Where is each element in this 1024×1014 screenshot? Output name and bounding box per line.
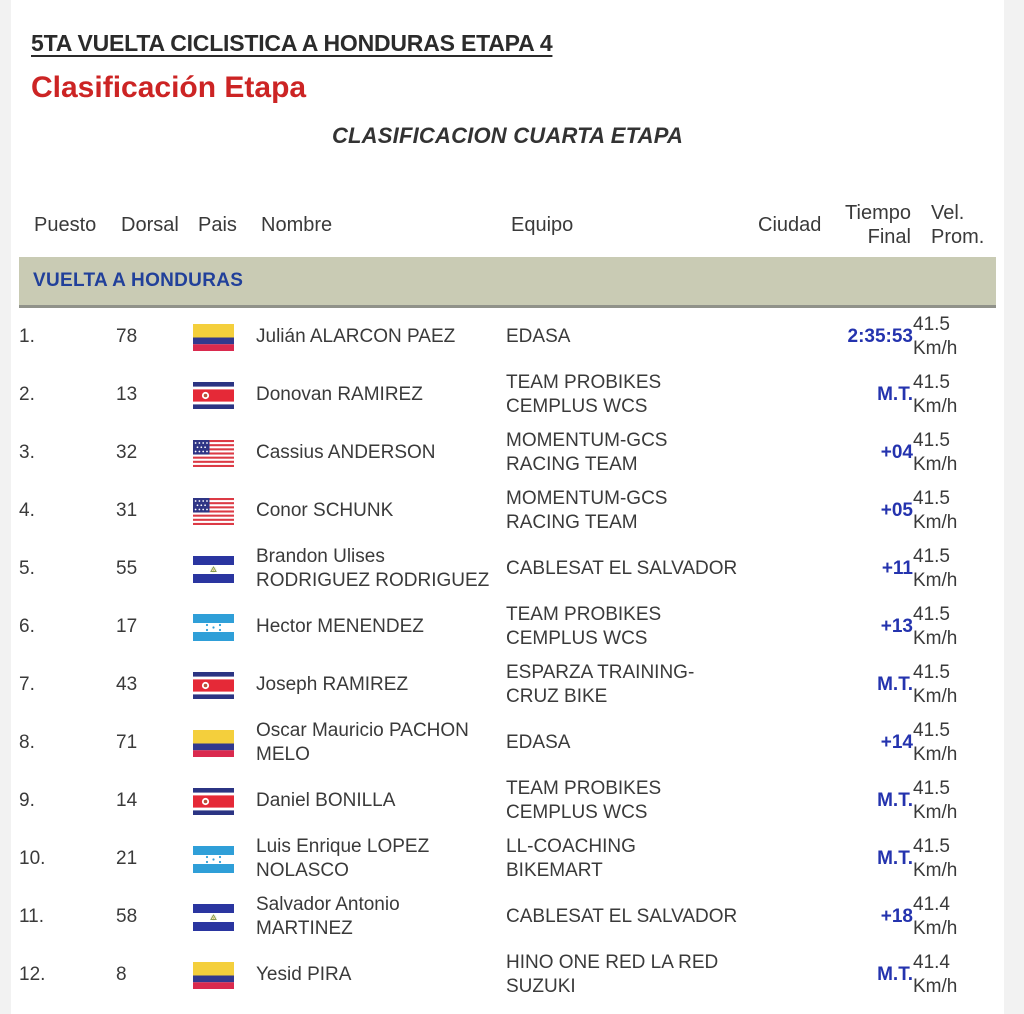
header-vel-line2: Prom. [931,226,985,248]
cell-pais [193,598,256,656]
cell-ciudad [758,714,818,772]
classification-table [19,193,996,1004]
cell-dorsal: 17 [116,616,138,637]
table-row [19,540,996,598]
table-row [19,307,996,367]
table-row [19,424,996,482]
cell-dorsal: 55 [116,558,138,579]
vel-unit: Km/h [913,802,958,823]
cell-equipo: TEAM PROBIKES CEMPLUS WCS [506,372,662,417]
classification-heading: Clasificación Etapa [31,71,307,104]
cell-puesto: 7. [19,674,35,695]
table-row [19,830,996,888]
vel-unit: Km/h [913,396,958,417]
vel-unit: Km/h [913,454,958,475]
header-tiempo-line2: Final [867,226,911,248]
col-header-nombre: Nombre [261,214,333,236]
cell-vel-prom [913,772,996,830]
table-row [19,656,996,714]
cell-pais [193,946,256,1004]
cell-puesto: 10. [19,848,46,869]
cell-equipo: EDASA [506,326,571,347]
cell-ciudad [758,888,818,946]
cell-nombre: Julián ALARCON PAEZ [256,326,456,347]
race-title-link[interactable]: 5TA VUELTA CICLISTICA A HONDURAS ETAPA 4 [31,30,553,56]
cell-pais [193,772,256,830]
cell-pais [193,424,256,482]
cell-ciudad [758,307,818,367]
cell-vel-prom [913,656,996,714]
table-row [19,598,996,656]
results-body [19,257,996,1004]
cell-puesto: 5. [19,558,35,579]
cell-vel-prom [913,946,996,1004]
cell-vel-prom [913,366,996,424]
cell-nombre: Cassius ANDERSON [256,442,436,463]
cell-ciudad [758,656,818,714]
vel-unit: Km/h [913,628,958,649]
cell-pais [193,830,256,888]
vel-unit: Km/h [913,918,958,939]
vel-unit: Km/h [913,512,958,533]
cell-pais [193,540,256,598]
cell-dorsal: 43 [116,674,138,695]
cell-tiempo-final: +04 [880,442,913,463]
cell-tiempo-final: +18 [880,906,913,927]
flag-costa-rica-icon [193,382,234,409]
vel-value: 41.5 [913,604,950,625]
cell-dorsal: 14 [116,790,138,811]
flag-costa-rica-icon [193,672,234,699]
col-header-puesto: Puesto [34,214,97,236]
col-header-pais: Pais [198,214,237,236]
cell-tiempo-final: M.T. [877,384,913,405]
cell-puesto: 8. [19,732,35,753]
vel-value: 41.5 [913,430,950,451]
cell-vel-prom [913,540,996,598]
cell-nombre: Joseph RAMIREZ [256,674,409,695]
cell-vel-prom [913,482,996,540]
cell-vel-prom [913,714,996,772]
cell-ciudad [758,366,818,424]
cell-puesto: 6. [19,616,35,637]
cell-pais [193,656,256,714]
table-row [19,888,996,946]
cell-dorsal: 32 [116,442,138,463]
cell-nombre: Luis Enrique LOPEZ NOLASCO [256,836,430,881]
cell-puesto: 9. [19,790,35,811]
cell-vel-prom [913,830,996,888]
cell-ciudad [758,830,818,888]
table-header-row [19,193,996,257]
flag-usa-icon [193,498,234,525]
flag-colombia-icon [193,730,234,757]
cell-nombre: Oscar Mauricio PACHON MELO [256,720,469,765]
vel-unit: Km/h [913,744,958,765]
cell-vel-prom [913,888,996,946]
flag-colombia-icon [193,324,234,351]
vel-unit: Km/h [913,860,958,881]
flag-honduras-icon [193,614,234,641]
cell-vel-prom [913,598,996,656]
table-row [19,366,996,424]
flag-usa-icon [193,440,234,467]
cell-pais [193,366,256,424]
col-header-equipo: Equipo [511,214,574,236]
cell-dorsal: 78 [116,326,138,347]
cell-tiempo-final: 2:35:53 [847,326,913,347]
vel-value: 41.5 [913,546,950,567]
vel-value: 41.5 [913,778,950,799]
vel-value: 41.5 [913,372,950,393]
cell-nombre: Conor SCHUNK [256,500,394,521]
cell-dorsal: 13 [116,384,138,405]
cell-tiempo-final: M.T. [877,964,913,985]
vel-value: 41.5 [913,662,950,683]
cell-nombre: Hector MENENDEZ [256,616,424,637]
header-vel-line1: Vel. [931,202,965,224]
vel-value: 41.5 [913,720,950,741]
cell-tiempo-final: +11 [881,558,913,579]
cell-vel-prom [913,424,996,482]
table-caption: CLASIFICACION CUARTA ETAPA [331,123,684,148]
vel-value: 41.4 [913,952,950,973]
vel-value: 41.5 [913,488,950,509]
cell-tiempo-final: +05 [880,500,913,521]
vel-value: 41.5 [913,836,950,857]
cell-equipo: ESPARZA TRAINING- CRUZ BIKE [506,662,695,707]
table-row [19,946,996,1004]
cell-pais [193,714,256,772]
cell-equipo: LL-COACHING BIKEMART [506,836,636,881]
cell-tiempo-final: M.T. [877,674,913,695]
cell-ciudad [758,598,818,656]
cell-ciudad [758,482,818,540]
table-row [19,772,996,830]
table-row [19,482,996,540]
vel-value: 41.5 [913,314,950,335]
col-header-tiempo-final [818,193,913,257]
flag-el-salvador-icon [193,904,234,931]
cell-tiempo-final: M.T. [877,848,913,869]
cell-nombre: Daniel BONILLA [256,790,396,811]
cell-pais [193,888,256,946]
flag-honduras-icon [193,846,234,873]
header-tiempo-line1: Tiempo [845,202,911,224]
cell-tiempo-final: +13 [880,616,913,637]
results-page [11,0,1004,1014]
cell-ciudad [758,772,818,830]
cell-tiempo-final: M.T. [877,790,913,811]
cell-equipo: EDASA [506,732,571,753]
col-header-dorsal: Dorsal [121,214,179,236]
cell-equipo: CABLESAT EL SALVADOR [506,558,738,579]
cell-dorsal: 58 [116,906,138,927]
cell-dorsal: 31 [116,500,138,521]
cell-equipo: TEAM PROBIKES CEMPLUS WCS [506,604,662,649]
cell-nombre: Brandon Ulises RODRIGUEZ RODRIGUEZ [256,546,490,591]
cell-puesto: 3. [19,442,35,463]
vel-unit: Km/h [913,338,958,359]
vel-unit: Km/h [913,976,958,997]
vel-value: 41.4 [913,894,950,915]
cell-equipo: CABLESAT EL SALVADOR [506,906,738,927]
cell-puesto: 4. [19,500,35,521]
cell-ciudad [758,424,818,482]
cell-equipo: TEAM PROBIKES CEMPLUS WCS [506,778,662,823]
cell-puesto: 11. [19,906,45,927]
cell-equipo: MOMENTUM-GCS RACING TEAM [506,488,668,533]
col-header-ciudad: Ciudad [758,214,822,236]
table-row [19,714,996,772]
cell-pais [193,482,256,540]
cell-vel-prom [913,307,996,367]
cell-nombre: Yesid PIRA [256,964,352,985]
vel-unit: Km/h [913,686,958,707]
section-label: VUELTA A HONDURAS [19,257,996,307]
cell-puesto: 1. [19,326,35,347]
col-header-vel-prom [913,193,996,257]
cell-pais [193,307,256,367]
cell-equipo: MOMENTUM-GCS RACING TEAM [506,430,668,475]
cell-puesto: 12. [19,964,46,985]
cell-nombre: Salvador Antonio MARTINEZ [256,894,400,939]
cell-equipo: HINO ONE RED LA RED SUZUKI [506,952,719,997]
vel-unit: Km/h [913,570,958,591]
cell-ciudad [758,946,818,1004]
cell-nombre: Donovan RAMIREZ [256,384,423,405]
flag-colombia-icon [193,962,234,989]
section-row [19,257,996,307]
cell-ciudad [758,540,818,598]
cell-tiempo-final: +14 [880,732,913,753]
flag-costa-rica-icon [193,788,234,815]
cell-dorsal: 71 [116,732,138,753]
flag-el-salvador-icon [193,556,234,583]
cell-puesto: 2. [19,384,35,405]
cell-dorsal: 8 [116,964,127,985]
cell-dorsal: 21 [116,848,138,869]
